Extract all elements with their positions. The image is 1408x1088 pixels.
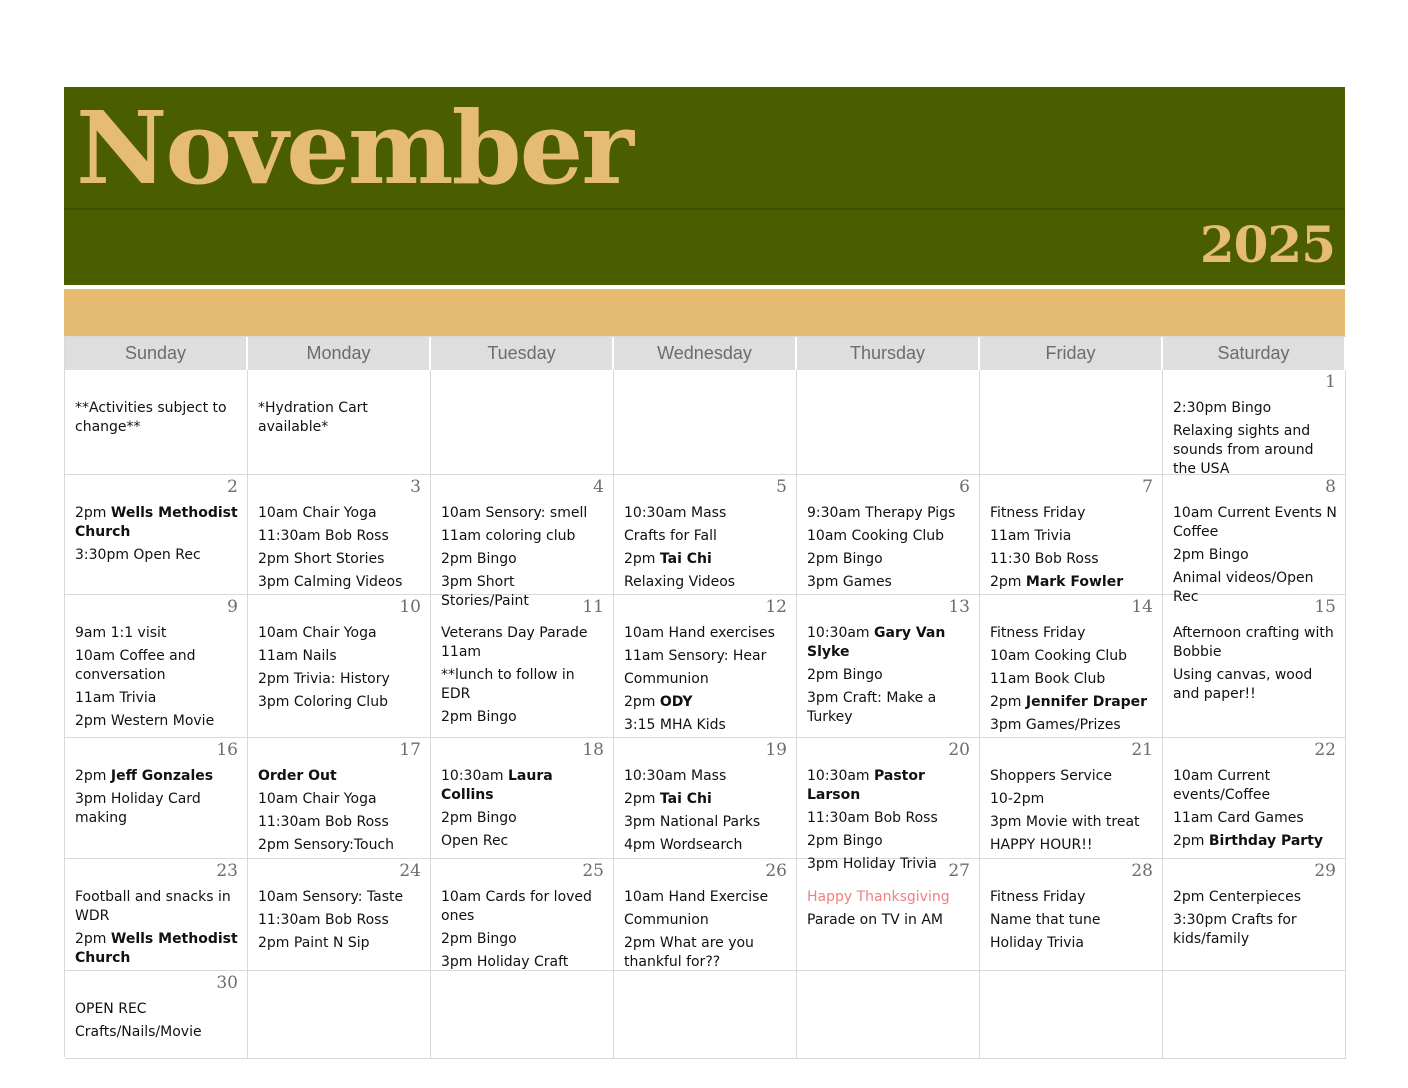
event-item: 2:30pm Bingo xyxy=(1173,400,1272,416)
day-cell xyxy=(431,971,614,1059)
event-item: **lunch to follow in EDR xyxy=(441,667,575,702)
event-item: 11am Sensory: Hear xyxy=(624,648,767,664)
event-time: 2pm xyxy=(1173,833,1209,849)
event-item: 3pm Calming Videos xyxy=(258,574,403,590)
weekday-header-friday: Friday xyxy=(980,337,1163,370)
day-number: 16 xyxy=(216,740,238,760)
event-item: 10am Hand Exercise xyxy=(624,889,769,905)
event-item: 2pm Bingo xyxy=(1173,547,1249,563)
event-item: 3:30pm Open Rec xyxy=(75,547,201,563)
event-time: 2pm xyxy=(75,931,111,947)
day-cell xyxy=(248,859,431,971)
event-item: 9:30am Therapy Pigs xyxy=(807,505,956,521)
day-number: 23 xyxy=(216,861,238,881)
event-item: 2pm Bingo xyxy=(807,833,883,849)
day-number: 26 xyxy=(765,861,787,881)
event-item: Relaxing sights and sounds from around the USA xyxy=(1173,423,1314,477)
day-cell xyxy=(797,859,980,971)
event-item: HAPPY HOUR!! xyxy=(990,837,1093,853)
day-cell xyxy=(65,738,248,859)
day-cell xyxy=(65,859,248,971)
day-cell xyxy=(614,595,797,738)
day-cell xyxy=(65,370,248,475)
event-item: Open Rec xyxy=(441,833,509,849)
event-list xyxy=(441,888,605,972)
day-cell xyxy=(614,370,797,475)
day-cell xyxy=(797,595,980,738)
event-highlight-name: Mark Fowler xyxy=(1025,574,1124,590)
event-time: 10:30am xyxy=(441,768,509,784)
day-cell xyxy=(1163,475,1346,605)
event-item: 2pm Bingo xyxy=(441,551,517,567)
event-item: Communion xyxy=(624,912,709,928)
event-list xyxy=(1173,399,1337,479)
day-cell xyxy=(248,370,431,475)
event-item: 2pm Trivia: History xyxy=(258,671,390,687)
day-number: 4 xyxy=(593,477,604,497)
day-number: 22 xyxy=(1314,740,1336,760)
event-highlight-name: Wells Methodist Church xyxy=(75,505,238,540)
day-number: 3 xyxy=(410,477,421,497)
day-number: 14 xyxy=(1131,597,1153,617)
event-list xyxy=(258,504,422,592)
event-item: Animal videos/Open Rec xyxy=(1173,570,1314,605)
day-cell xyxy=(980,971,1163,1059)
event-list xyxy=(990,624,1154,735)
event-list xyxy=(624,624,788,735)
day-number: 24 xyxy=(399,861,421,881)
event-item: 3pm Games xyxy=(807,574,892,590)
event-item: 3pm Coloring Club xyxy=(258,694,388,710)
event-item: Communion xyxy=(624,671,709,687)
day-cell xyxy=(248,971,431,1059)
day-number: 13 xyxy=(948,597,970,617)
day-cell xyxy=(614,859,797,971)
event-list xyxy=(441,624,605,727)
event-item: 3pm Movie with treat xyxy=(990,814,1140,830)
event-highlight-name: Wells Methodist Church xyxy=(75,931,238,966)
event-item: 10am Chair Yoga xyxy=(258,791,377,807)
event-item: **Activities subject to change** xyxy=(75,400,227,435)
event-list xyxy=(75,624,239,731)
day-cell xyxy=(614,971,797,1059)
event-item xyxy=(258,767,422,786)
event-item: 2pm Bingo xyxy=(441,709,517,725)
day-cell xyxy=(431,370,614,475)
event-list xyxy=(1173,767,1337,851)
day-number: 15 xyxy=(1314,597,1336,617)
day-cell xyxy=(980,595,1163,738)
event-item: 10am Cards for loved ones xyxy=(441,889,592,924)
event-item: 11:30am Bob Ross xyxy=(807,810,938,826)
event-list xyxy=(624,767,788,855)
event-time: 2pm xyxy=(624,694,660,710)
event-item: Fitness Friday xyxy=(990,625,1086,641)
day-cell xyxy=(65,475,248,595)
day-number: 7 xyxy=(1142,477,1153,497)
event-highlight-name: Order Out xyxy=(258,768,337,784)
event-item: 10am Cooking Club xyxy=(807,528,945,544)
event-item: 11am Trivia xyxy=(990,528,1072,544)
event-item: 3pm Short Stories/Paint xyxy=(441,574,529,609)
month-banner xyxy=(64,87,1345,285)
event-item: 3pm Holiday Craft xyxy=(441,954,569,970)
event-item: 2pm Bingo xyxy=(807,551,883,567)
day-cell xyxy=(1163,595,1346,738)
event-item: 3pm Holiday Card making xyxy=(75,791,201,826)
event-item xyxy=(807,624,971,662)
event-list xyxy=(75,504,239,565)
accent-band xyxy=(64,289,1345,336)
day-number: 5 xyxy=(776,477,787,497)
event-item: 10am Chair Yoga xyxy=(258,505,377,521)
event-list xyxy=(258,888,422,953)
event-item: 11am Trivia xyxy=(75,690,157,706)
day-number: 25 xyxy=(582,861,604,881)
day-number: 19 xyxy=(765,740,787,760)
event-item xyxy=(75,767,239,786)
day-number: 21 xyxy=(1131,740,1153,760)
event-item: 11am Nails xyxy=(258,648,337,664)
day-number: 12 xyxy=(765,597,787,617)
day-cell xyxy=(65,971,248,1059)
day-cell xyxy=(980,738,1163,859)
event-time: 2pm xyxy=(75,505,111,521)
event-time: 2pm xyxy=(990,574,1026,590)
day-number: 6 xyxy=(959,477,970,497)
event-item: Crafts/Nails/Movie xyxy=(75,1024,202,1040)
event-item: 11:30am Bob Ross xyxy=(258,814,389,830)
weekday-header-tuesday: Tuesday xyxy=(431,337,614,370)
event-list xyxy=(807,888,971,930)
day-cell xyxy=(431,859,614,971)
event-list xyxy=(990,504,1154,592)
event-item: Afternoon crafting with Bobbie xyxy=(1173,625,1334,660)
event-item xyxy=(990,573,1154,592)
event-item: 10am Hand exercises xyxy=(624,625,775,641)
day-cell xyxy=(248,738,431,859)
event-time: 10:30am xyxy=(807,768,875,784)
event-item: Relaxing Videos xyxy=(624,574,736,590)
event-list xyxy=(807,767,971,874)
event-item: 10am Current Events N Coffee xyxy=(1173,505,1337,540)
event-item: Fitness Friday xyxy=(990,889,1086,905)
event-item xyxy=(624,550,788,569)
day-cell xyxy=(797,475,980,595)
event-list xyxy=(1173,504,1337,607)
event-highlight-name: Jeff Gonzales xyxy=(110,768,214,784)
day-number: 27 xyxy=(948,861,970,881)
event-highlight-name: Jennifer Draper xyxy=(1025,694,1148,710)
event-item xyxy=(75,930,239,968)
event-item: 2pm Paint N Sip xyxy=(258,935,370,951)
event-item: 3:15 MHA Kids xyxy=(624,717,726,733)
event-time: 2pm xyxy=(75,768,111,784)
day-cell xyxy=(248,595,431,738)
event-item: 10am Sensory: Taste xyxy=(258,889,404,905)
event-item: 10am Coffee and conversation xyxy=(75,648,196,683)
event-item: 2pm Sensory:Touch xyxy=(258,837,395,853)
event-item: 10:30am Mass xyxy=(624,768,727,784)
event-item: 11am coloring club xyxy=(441,528,576,544)
event-highlight-name: ODY xyxy=(659,694,693,710)
weekday-header-sunday: Sunday xyxy=(65,337,248,370)
event-highlight-name: Tai Chi xyxy=(659,551,712,567)
month-title: November xyxy=(76,89,632,207)
day-number: 18 xyxy=(582,740,604,760)
event-item: 2pm Bingo xyxy=(441,931,517,947)
event-item: 2pm What are you thankful for?? xyxy=(624,935,754,970)
day-cell xyxy=(1163,859,1346,971)
weekday-header-wednesday: Wednesday xyxy=(614,337,797,370)
day-cell xyxy=(1163,971,1346,1059)
event-time: 2pm xyxy=(624,791,660,807)
event-item xyxy=(807,767,971,805)
day-cell xyxy=(614,738,797,859)
event-highlight-name: Gary Van Slyke xyxy=(807,625,946,660)
event-item: 3:30pm Crafts for kids/family xyxy=(1173,912,1297,947)
event-item: 2pm Western Movie xyxy=(75,713,215,729)
event-list xyxy=(441,767,605,851)
day-cell xyxy=(980,859,1163,971)
event-item: Veterans Day Parade 11am xyxy=(441,625,588,660)
event-item: Name that tune xyxy=(990,912,1101,928)
calendar-grid xyxy=(64,336,1346,1057)
day-number: 17 xyxy=(399,740,421,760)
day-number: 10 xyxy=(399,597,421,617)
event-list xyxy=(1173,624,1337,704)
event-list xyxy=(258,767,422,855)
day-number: 2 xyxy=(227,477,238,497)
event-item: 10am Chair Yoga xyxy=(258,625,377,641)
day-cell xyxy=(431,595,614,738)
event-item: *Hydration Cart available* xyxy=(258,400,368,435)
event-item: OPEN REC xyxy=(75,1001,147,1017)
event-list xyxy=(75,399,239,437)
event-item xyxy=(441,767,605,805)
event-time: 2pm xyxy=(990,694,1026,710)
event-item: 11:30am Bob Ross xyxy=(258,528,389,544)
day-cell xyxy=(431,475,614,609)
event-item: Football and snacks in WDR xyxy=(75,889,231,924)
event-item: 2pm Short Stories xyxy=(258,551,385,567)
event-item: Using canvas, wood and paper!! xyxy=(1173,667,1313,702)
event-item: 2pm Bingo xyxy=(441,810,517,826)
day-cell xyxy=(248,475,431,595)
event-time: 10:30am xyxy=(807,625,875,641)
event-item xyxy=(624,790,788,809)
event-item: Shoppers Service xyxy=(990,768,1112,784)
event-time: 2pm xyxy=(624,551,660,567)
day-cell xyxy=(797,370,980,475)
day-number: 29 xyxy=(1314,861,1336,881)
event-item: 11:30am Bob Ross xyxy=(258,912,389,928)
event-item: 3pm Craft: Make a Turkey xyxy=(807,690,937,725)
event-item: 4pm Wordsearch xyxy=(624,837,743,853)
event-item: 2pm Bingo xyxy=(807,667,883,683)
event-item: Happy Thanksgiving xyxy=(807,889,950,905)
day-cell xyxy=(1163,370,1346,475)
event-item xyxy=(75,504,239,542)
weekday-header-monday: Monday xyxy=(248,337,431,370)
event-list xyxy=(75,1000,239,1042)
day-cell xyxy=(980,475,1163,595)
day-cell xyxy=(1163,738,1346,859)
day-number: 20 xyxy=(948,740,970,760)
event-item xyxy=(990,693,1154,712)
year-title: 2025 xyxy=(1199,215,1335,274)
day-cell xyxy=(65,595,248,738)
event-list xyxy=(990,767,1154,855)
event-item: 3pm Holiday Trivia xyxy=(807,856,937,872)
event-item: 10:30am Mass xyxy=(624,505,727,521)
event-item: 11:30 Bob Ross xyxy=(990,551,1099,567)
weekday-header-thursday: Thursday xyxy=(797,337,980,370)
event-item: Fitness Friday xyxy=(990,505,1086,521)
event-list xyxy=(990,888,1154,953)
event-item: 11am Card Games xyxy=(1173,810,1304,826)
event-list xyxy=(258,399,422,437)
day-cell xyxy=(980,370,1163,475)
event-item: Crafts for Fall xyxy=(624,528,717,544)
event-highlight-name: Pastor Larson xyxy=(807,768,925,803)
event-highlight-name: Laura Collins xyxy=(441,768,553,803)
event-list xyxy=(807,624,971,727)
event-list xyxy=(807,504,971,592)
day-cell xyxy=(797,971,980,1059)
weekday-header-saturday: Saturday xyxy=(1163,337,1346,370)
event-highlight-name: Birthday Party xyxy=(1208,833,1324,849)
event-item xyxy=(1173,832,1337,851)
event-item: 10am Cooking Club xyxy=(990,648,1128,664)
event-list xyxy=(624,504,788,592)
day-cell xyxy=(614,475,797,595)
event-item: 11am Book Club xyxy=(990,671,1106,687)
day-number: 1 xyxy=(1325,372,1336,392)
event-item xyxy=(624,693,788,712)
event-item: 10am Current events/Coffee xyxy=(1173,768,1271,803)
event-item: 10-2pm xyxy=(990,791,1045,807)
event-list xyxy=(258,624,422,712)
banner-divider xyxy=(64,208,1345,210)
event-list xyxy=(75,767,239,828)
event-item: Parade on TV in AM xyxy=(807,912,944,928)
event-item: 2pm Centerpieces xyxy=(1173,889,1301,905)
event-item: 9am 1:1 visit xyxy=(75,625,167,641)
event-item: 3pm Games/Prizes xyxy=(990,717,1121,733)
day-number: 30 xyxy=(216,973,238,993)
day-number: 8 xyxy=(1325,477,1336,497)
event-highlight-name: Tai Chi xyxy=(659,791,712,807)
event-list xyxy=(1173,888,1337,949)
day-number: 9 xyxy=(227,597,238,617)
day-number: 11 xyxy=(582,597,604,617)
event-list xyxy=(624,888,788,972)
day-cell xyxy=(431,738,614,859)
event-item: 10am Sensory: smell xyxy=(441,505,588,521)
event-item: 3pm National Parks xyxy=(624,814,761,830)
event-item: Holiday Trivia xyxy=(990,935,1084,951)
day-number: 28 xyxy=(1131,861,1153,881)
event-list xyxy=(75,888,239,968)
